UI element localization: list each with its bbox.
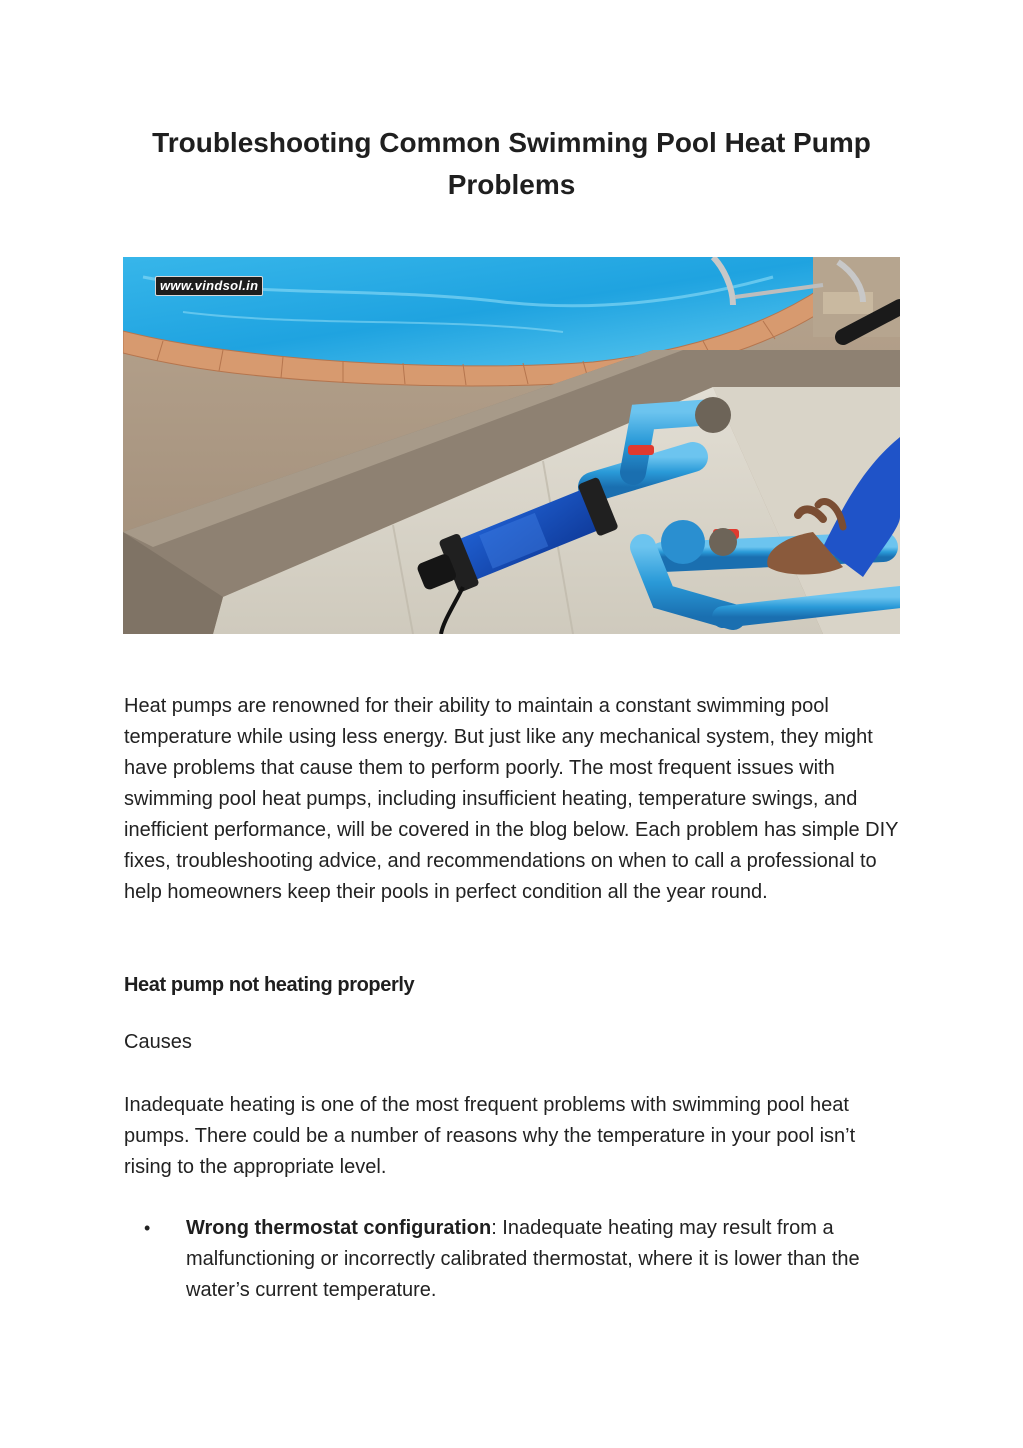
bullet-term: Wrong thermostat configuration	[186, 1217, 492, 1239]
causes-paragraph: Inadequate heating is one of the most frequent problems with swimming pool heat pumps. There could be a number of reasons why the temperature in your pool isn’t rising to the appropriate level.	[124, 1094, 856, 1178]
section-heading: Heat pump not heating properly	[124, 974, 415, 996]
pool-plumbing-photo	[123, 257, 900, 634]
document-title: Troubleshooting Common Swimming Pool Heat Pump Problems	[152, 127, 871, 200]
causes-bullet-list	[124, 1213, 904, 1306]
list-item	[124, 1213, 904, 1306]
bullet-text: : Inadequate heating may result from a malfunctioning or incorrectly calibrated thermostat, where it is lower than the water’s current temperature.	[186, 1217, 860, 1301]
causes-subheading: Causes	[124, 1031, 192, 1053]
bullet-dot: •	[144, 1218, 151, 1238]
watermark-label: www.vindsol.in	[155, 276, 263, 296]
intro-paragraph: Heat pumps are renowned for their ability to maintain a constant swimming pool temperature while using less energy. But just like any mechanical system, they might have problems that cause them to perform poorly. The most frequent issues with swimming pool heat pumps, including insufficient heating, temperature swings, and inefficient performance, will be covered in the blog below. Each problem has simple DIY fixes, troubleshooting advice, and recommendations on when to call a professional to help homeowners keep their pools in perfect condition all the year round.	[124, 695, 899, 903]
